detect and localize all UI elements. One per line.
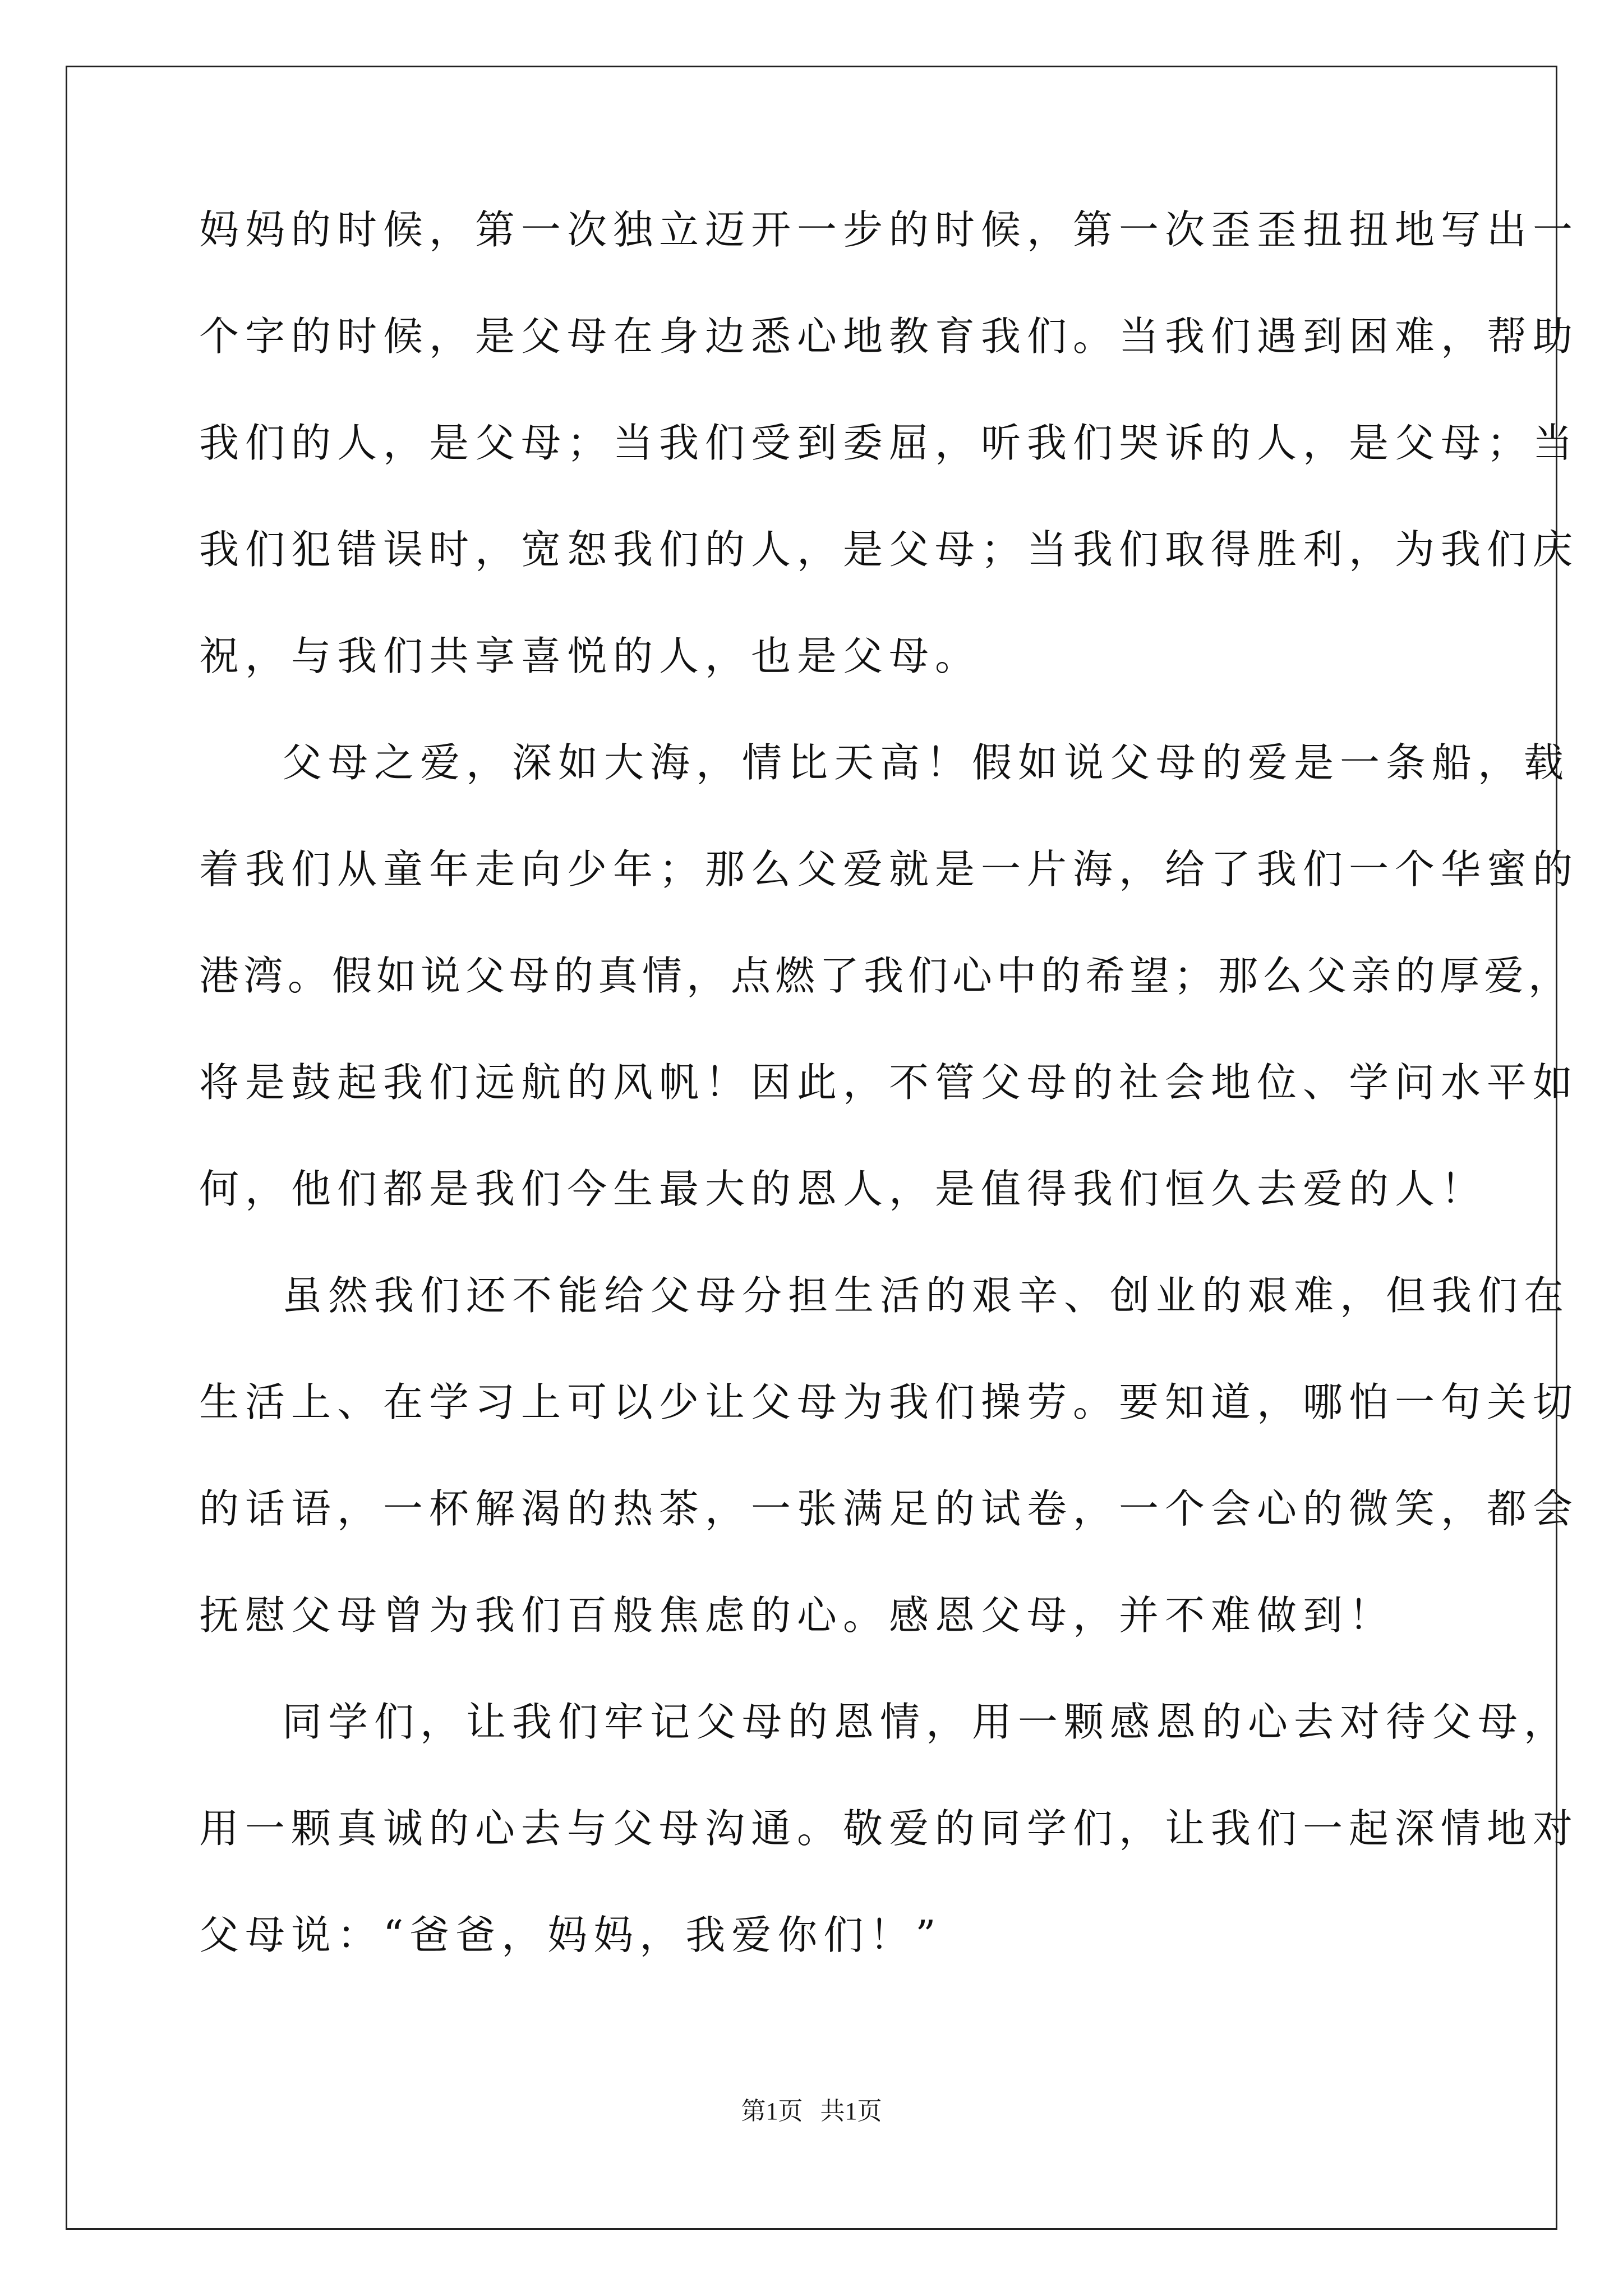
text-line: 抚慰父母曾为我们百般焦虑的心。感恩父母，并不难做到！ (199, 1592, 1395, 1639)
text-line: 将是鼓起我们远航的风帆！因此，不管父母的社会地位、学问水平如 (199, 1059, 1579, 1106)
text-line: 祝，与我们共享喜悦的人，也是父母。 (199, 633, 981, 679)
page-footer (0, 2095, 1623, 2128)
text-line: 着我们从童年走向少年；那么父爱就是一片海，给了我们一个华蜜的 (199, 846, 1579, 892)
text-line: 港湾。假如说父母的真情，点燃了我们心中的希望；那么父亲的厚爱， (199, 953, 1573, 999)
text-line: 的话语，一杯解渴的热茶，一张满足的试卷，一个会心的微笑，都会 (199, 1485, 1579, 1532)
page-border (66, 66, 1557, 2230)
paragraph-first-line: 虽然我们还不能给父母分担生活的艰辛、创业的艰难，但我们在 (282, 1272, 1570, 1319)
page-number: 第1页 (741, 2097, 803, 2125)
text-line: 个字的时候，是父母在身边悉心地教育我们。当我们遇到困难，帮助 (199, 313, 1579, 360)
text-line: 妈妈的时候，第一次独立迈开一步的时候，第一次歪歪扭扭地写出一 (199, 206, 1579, 253)
paragraph-first-line: 同学们，让我们牢记父母的恩情，用一颗感恩的心去对待父母， (282, 1699, 1570, 1745)
text-line: 生活上、在学习上可以少让父母为我们操劳。要知道，哪怕一句关切 (199, 1379, 1579, 1425)
page-total: 共1页 (820, 2097, 882, 2125)
paragraph-first-line: 父母之爱，深如大海，情比天高！假如说父母的爱是一条船，载 (282, 739, 1570, 786)
text-line: 何，他们都是我们今生最大的恩人，是值得我们恒久去爱的人！ (199, 1166, 1487, 1212)
text-line: 用一颗真诚的心去与父母沟通。敬爱的同学们，让我们一起深情地对 (199, 1805, 1579, 1852)
text-line: 父母说：“爸爸，妈妈，我爱你们！” (199, 1912, 942, 1958)
text-line: 我们犯错误时，宽恕我们的人，是父母；当我们取得胜利，为我们庆 (199, 526, 1579, 573)
text-line: 我们的人，是父母；当我们受到委屈，听我们哭诉的人，是父母；当 (199, 420, 1579, 466)
